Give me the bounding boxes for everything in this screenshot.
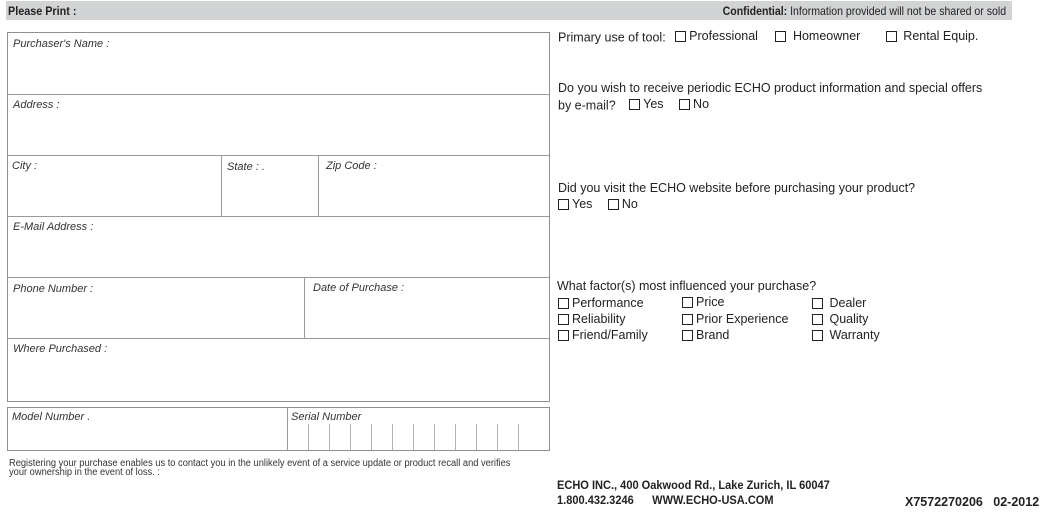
checkbox-icon[interactable] [675,31,686,42]
factors-question-label: What factor(s) most influenced your purchase? [557,279,817,293]
primary-use-label: Primary use of tool: [558,30,666,45]
factor-warranty[interactable]: Warranty [812,328,880,342]
address-label: Address : [13,99,60,111]
checkbox-icon[interactable] [812,298,823,309]
visited-website-no[interactable]: No [608,196,638,212]
serial-box-divider [518,424,519,450]
serial-box-divider [308,424,309,450]
state-field[interactable] [221,155,319,217]
company-address: ECHO INC., 400 Oakwood Rd., Lake Zurich, IL 60047 [557,478,830,492]
checkbox-icon[interactable] [682,330,693,341]
city-label: City : [12,160,38,172]
email-label: E-Mail Address : [13,221,94,233]
checkbox-icon[interactable] [682,297,693,308]
serial-box-divider [434,424,435,450]
email-offers-no[interactable]: No [679,96,709,112]
header-bar [6,1,1012,20]
registration-disclaimer: Registering your purchase enables us to contact you in the unlikely event of a service update or product recall and verifies your ownership in the event of loss. : [9,458,511,478]
primary-use-rental[interactable]: Rental Equip. [886,28,979,44]
confidential-text: Information provided will not be shared or sold [787,3,1006,18]
purchaser-name-label: Purchaser's Name : [13,38,110,50]
primary-use-homeowner[interactable]: Homeowner [775,28,860,44]
date-of-purchase-field[interactable] [304,277,549,339]
visited-website-label: Did you visit the ECHO website before purchasing your product? [558,181,916,195]
model-serial-row [7,407,550,451]
primary-use-question [558,28,988,46]
checkbox-icon[interactable] [558,314,569,325]
confidential-bold: Confidential: [722,3,788,18]
form-code: X7572270206 02-2012 [905,495,1040,509]
serial-box-divider [455,424,456,450]
serial-box-divider [497,424,498,450]
checkbox-icon[interactable] [608,199,619,210]
factor-performance[interactable]: Performance [558,296,644,310]
checkbox-icon[interactable] [775,31,786,42]
factor-quality[interactable]: Quality [812,312,868,326]
checkbox-icon[interactable] [812,330,823,341]
checkbox-icon[interactable] [812,314,823,325]
serial-number-field[interactable] [287,408,549,450]
purchaser-name-field[interactable] [8,33,549,95]
where-purchased-label: Where Purchased : [13,343,108,355]
factor-brand[interactable]: Brand [682,328,729,342]
checkbox-icon[interactable] [682,314,693,325]
address-field[interactable] [8,94,549,156]
serial-number-label: Serial Number [291,411,362,423]
company-contact [557,478,830,508]
confidential-notice [723,4,1006,18]
visited-website-question [558,180,915,214]
email-offers-label-line1: Do you wish to receive periodic ECHO product information and special offers [558,81,983,95]
visited-website-yes[interactable]: Yes [558,196,592,212]
state-label: State : . [227,161,265,173]
model-number-label: Model Number . [12,411,91,423]
phone-number-field[interactable] [8,277,305,339]
email-offers-question [558,80,982,114]
email-field[interactable] [8,216,549,278]
checkbox-icon[interactable] [629,99,640,110]
email-offers-label-line2: by e-mail? [558,98,616,113]
model-number-field[interactable] [8,408,288,450]
factor-friend-family[interactable]: Friend/Family [558,328,648,342]
company-phone: 1.800.432.3246 [557,493,634,507]
email-offers-yes[interactable]: Yes [629,96,663,112]
city-field[interactable] [8,155,222,217]
factor-dealer[interactable]: Dealer [812,296,866,310]
zip-code-field[interactable] [318,155,549,217]
registration-form [7,32,550,402]
checkbox-icon[interactable] [558,330,569,341]
serial-box-divider [329,424,330,450]
checkbox-icon[interactable] [886,31,897,42]
date-of-purchase-label: Date of Purchase : [313,282,405,294]
serial-box-divider [413,424,414,450]
phone-number-label: Phone Number : [13,283,94,295]
company-website: WWW.ECHO-USA.COM [652,493,774,507]
factor-prior-experience[interactable]: Prior Experience [682,312,788,326]
checkbox-icon[interactable] [558,199,569,210]
please-print-label: Please Print : [8,3,77,18]
zip-code-label: Zip Code : [326,160,377,172]
factor-price[interactable]: Price [682,295,724,309]
where-purchased-field[interactable] [8,338,549,401]
primary-use-professional[interactable]: Professional [675,28,758,44]
serial-box-divider [350,424,351,450]
serial-box-divider [476,424,477,450]
checkbox-icon[interactable] [679,99,690,110]
serial-box-divider [392,424,393,450]
factor-reliability[interactable]: Reliability [558,312,626,326]
checkbox-icon[interactable] [558,298,569,309]
serial-box-divider [371,424,372,450]
